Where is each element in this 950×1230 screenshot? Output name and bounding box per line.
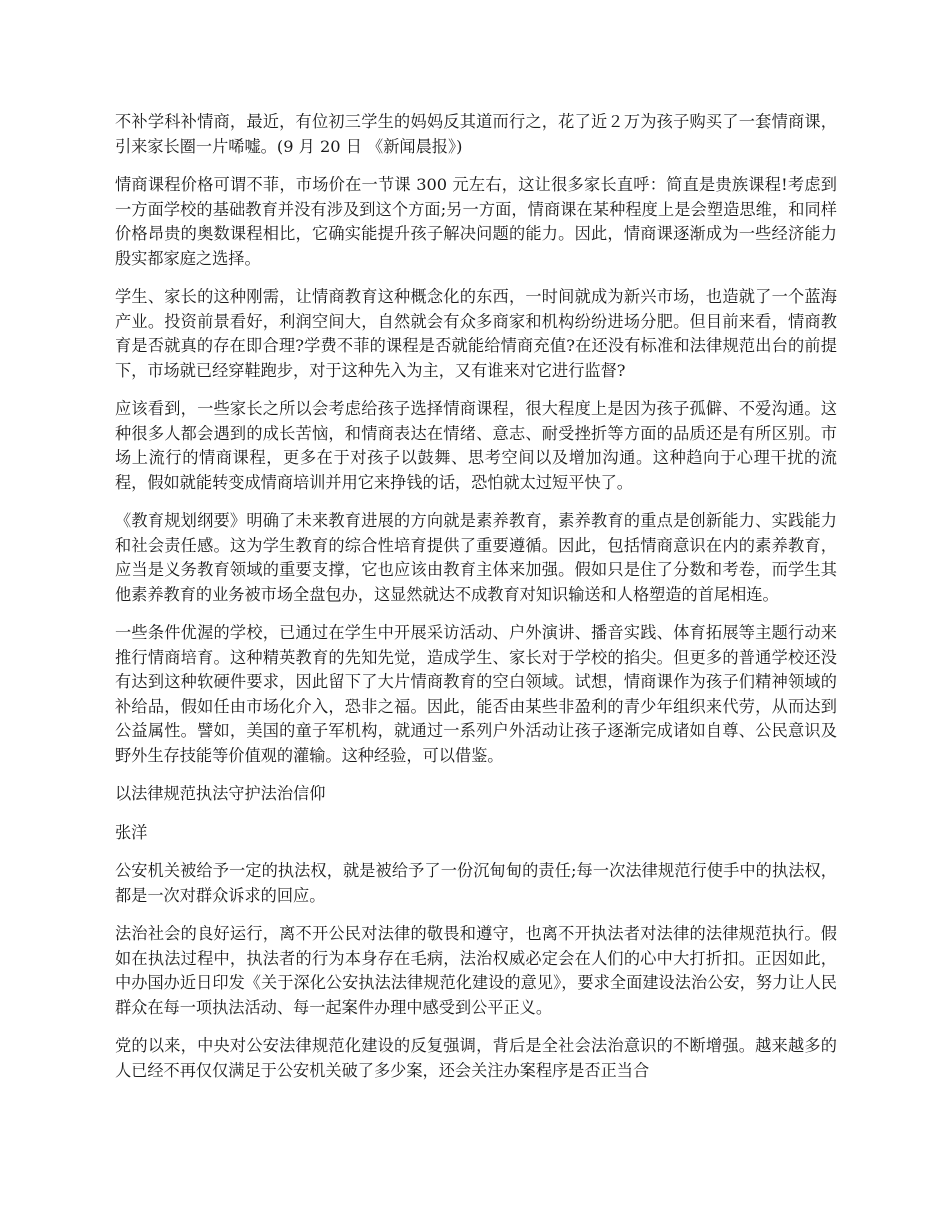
paragraph: 法治社会的良好运行，离不开公民对法律的敬畏和遵守，也离不开执法者对法律的法律规范执行。假如在执法过程中，执法者的行为本身存在毛病，法治权威必定会在人们的心中大打折扣。正因如此，中办国办近日印发《关于深化公安执法法律规范化建设的意见》，要求全面建设法治公安，努力让人民群众在每一项执法活动、每一起案件办理中感受到公平正义。 — [115, 924, 837, 1017]
paragraph: 不补学科补情商，最近，有位初三学生的妈妈反其道而行之，花了近２万为孩子购买了一套情商课，引来家长圈一片唏嘘。(9 月 20 日 《新闻晨报》) — [115, 112, 837, 156]
paragraph: 《教育规划纲要》明确了未来教育进展的方向就是素养教育，素养教育的重点是创新能力、实践能力和社会责任感。这为学生教育的综合性培育提供了重要遵循。因此，包括情商意识在内的素养教育，应当是义务教育领域的重要支撑，它也应该由教育主体来加强。假如只是住了分数和考卷，而学生其他素养教育的业务被市场全盘包办，这显然就达不成教育对知识输送和人格塑造的首尾相连。 — [115, 511, 837, 604]
article-title: 以法律规范执法守护法治信仰 — [115, 784, 326, 803]
paragraph: 应该看到，一些家长之所以会考虑给孩子选择情商课程，很大程度上是因为孩子孤僻、不爱沟通。这种很多人都会遇到的成长苦恼，和情商表达在情绪、意志、耐受挫折等方面的品质还是有所区别。市场上流行的情商课程，更多在于对孩子以鼓舞、思考空间以及增加沟通。这种趋向于心理干扰的流程，假如就能转变成情商培训并用它来挣钱的话，恐怕就太过短平快了。 — [115, 399, 837, 492]
paragraph: 公安机关被给予一定的执法权，就是被给予了一份沉甸甸的责任;每一次法律规范行使手中的执法权，都是一次对群众诉求的回应。 — [115, 861, 837, 905]
paragraph: 学生、家长的这种刚需，让情商教育这种概念化的东西，一时间就成为新兴市场，也造就了一个蓝海产业。投资前景看好，利润空间大，自然就会有众多商家和机构纷纷进场分肥。但目前来看，情商教育是否就真的存在即合理?学费不菲的课程是否就能给情商充值?在还没有标准和法律规范出台的前提下，市场就已经穿鞋跑步，对于这种先入为主，又有谁来对它进行监督? — [115, 287, 837, 380]
document-body — [115, 110, 837, 1097]
paragraph: 党的以来，中央对公安法律规范化建设的反复强调，背后是全社会法治意识的不断增强。越来越多的人已经不再仅仅满足于公安机关破了多少案，还会关注办案程序是否正当合 — [115, 1036, 837, 1080]
paragraph: 情商课程价格可谓不菲，市场价在一节课 300 元左右，这让很多家长直呼：简直是贵族课程!考虑到一方面学校的基础教育并没有涉及到这个方面;另一方面，情商课在某种程度上是会塑造思维，和同样价格昂贵的奥数课程相比，它确实能提升孩子解决问题的能力。因此，情商课逐渐成为一些经济能力殷实都家庭之选择。 — [115, 175, 837, 268]
paragraph: 一些条件优渥的学校，已通过在学生中开展采访活动、户外演讲、播音实践、体育拓展等主题行动来推行情商培育。这种精英教育的先知先觉，造成学生、家长对于学校的掐尖。但更多的普通学校还没有达到这种软硬件要求，因此留下了大片情商教育的空白领域。试想，情商课作为孩子们精神领域的补给品，假如任由市场化介入，恐非之福。因此，能否由某些非盈利的青少年组织来代劳，从而达到公益属性。譬如，美国的童子军机构，就通过一系列户外活动让孩子逐渐完成诸如自尊、公民意识及野外生存技能等价值观的灌输。这种经验，可以借鉴。 — [115, 623, 837, 765]
article-author: 张洋 — [115, 822, 148, 842]
